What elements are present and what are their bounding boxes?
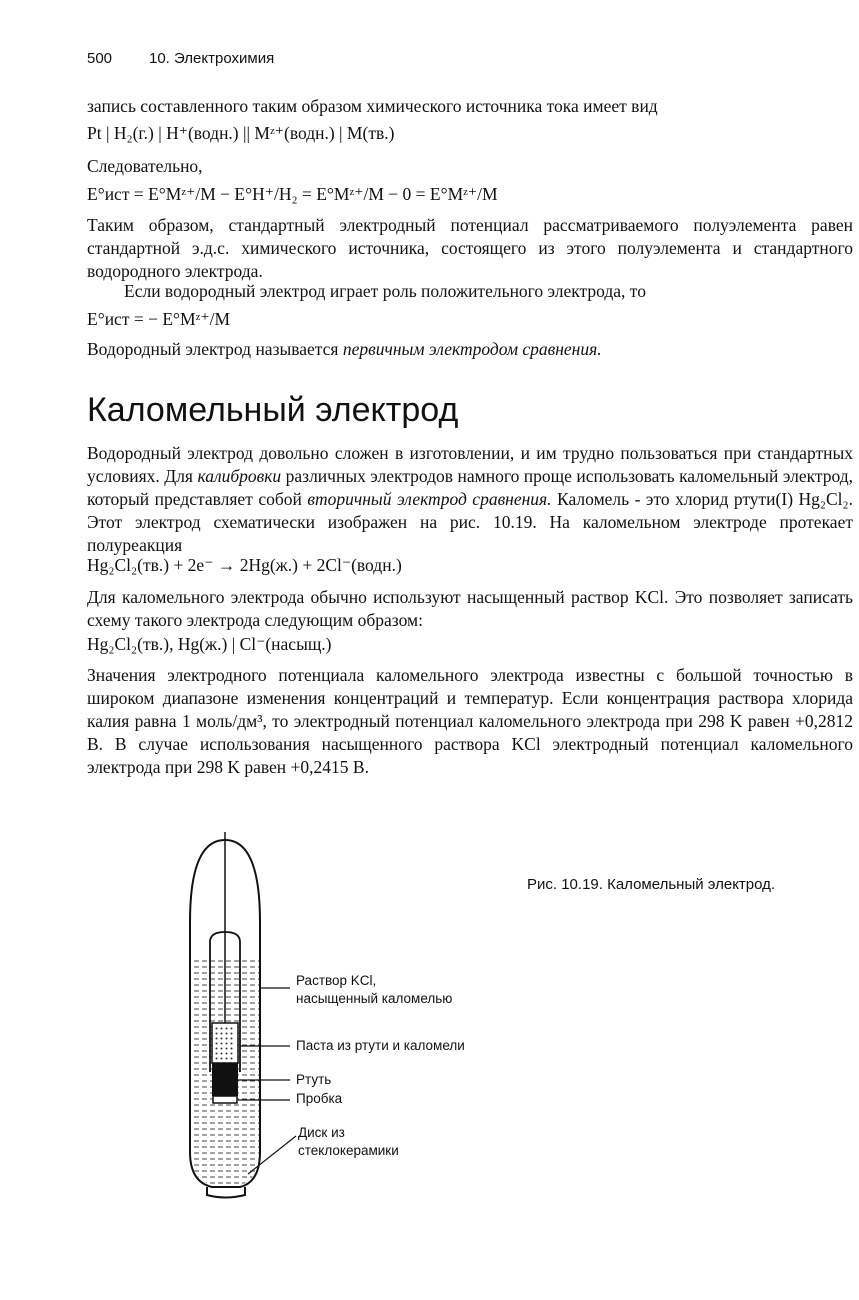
paragraph-5-emphasis: первичным электродом сравнения. — [342, 339, 602, 359]
paragraph-8: Значения электродного потенциала каломельного электрода известны с большой точностью в широком диапазоне изменения концентраций и температур. Если концентрация раствора хлорида калия равна 1 моль/дм³, то электродный потенциал каломельного электрода при 298 K равен +0,2812 В. В случае использования насыщенного раствора KCl электродный потенциал каломельного электрода при 298 K равен +0,2415 В. — [87, 665, 853, 777]
paragraph-5 — [87, 338, 853, 361]
label-disk-line2: стеклокерамики — [298, 1143, 399, 1158]
label-kcl-solution-line2: насыщенный каломелью — [296, 991, 453, 1006]
label-disk — [298, 1124, 399, 1160]
paragraph-5-text: Водородный электрод называется — [87, 339, 343, 359]
paragraph-6-emphasis-1: калибровки — [197, 466, 282, 486]
running-header — [87, 50, 274, 67]
paragraph-3: Таким образом, стандартный электродный потенциал рассматриваемого полуэлемента равен стандартной э.д.с. химического источника, состоящего из этого полуэлемента и стандартного водородного электрода. — [87, 215, 853, 281]
paragraph-2: Следовательно, — [87, 156, 203, 176]
section-heading: Каломельный электрод — [87, 391, 459, 429]
paragraph-6-emphasis-2: вторичный электрод сравнения. — [307, 489, 552, 509]
label-kcl-solution-line1: Раствор KCl, — [296, 973, 377, 988]
paragraph-6 — [87, 442, 853, 557]
figure-caption: Рис. 10.19. Каломельный электрод. — [527, 876, 776, 893]
half-reaction-equation: Hg₂Cl₂(тв.) + 2e⁻ → 2Hg(ж.) + 2Cl⁻(водн.) — [87, 555, 402, 575]
paragraph-1: запись составленного таким образом химического источника тока имеет вид — [87, 96, 658, 116]
label-plug: Пробка — [296, 1091, 343, 1106]
page-number: 500 — [87, 50, 113, 67]
paragraph-6-c: Каломель - это хлорид ртути(I) Hg₂Cl₂. Этот электрод схематически изображен на рис. 10.19. На каломельном электроде протекает полуреакция — [87, 489, 854, 555]
label-paste: Паста из ртути и каломели — [296, 1038, 465, 1053]
paragraph-6-a: Водородный электрод довольно сложен в изготовлении, и им трудно пользоваться при стандартных условиях. Для — [87, 443, 853, 486]
cell-scheme-equation: Pt | H₂(г.) | H⁺(водн.) || Mᶻ⁺(водн.) | M(тв.) — [87, 123, 395, 143]
paragraph-7: Для каломельного электрода обычно используют насыщенный раствор KCl. Это позволяет записать схему такого электрода следующим образом: — [87, 587, 853, 630]
chapter-title: 10. Электрохимия — [149, 50, 275, 67]
emf-negative-equation: E°ист = − E°Mᶻ⁺/M — [87, 309, 231, 329]
emf-equation: E°ист = E°Mᶻ⁺/M − E°H⁺/H₂ = E°Mᶻ⁺/M − 0 = E°Mᶻ⁺/M — [87, 184, 498, 204]
paragraph-6-b: различных электродов намного проще использовать каломельный электрод, который представляет собой — [87, 466, 853, 509]
paragraph-4: Если водородный электрод играет роль положительного электрода, то — [124, 281, 646, 301]
label-mercury: Ртуть — [296, 1072, 332, 1087]
label-disk-line1: Диск из — [298, 1125, 345, 1140]
electrode-scheme-equation: Hg₂Cl₂(тв.), Hg(ж.) | Cl⁻(насыщ.) — [87, 634, 332, 654]
label-kcl-solution — [296, 972, 452, 1008]
